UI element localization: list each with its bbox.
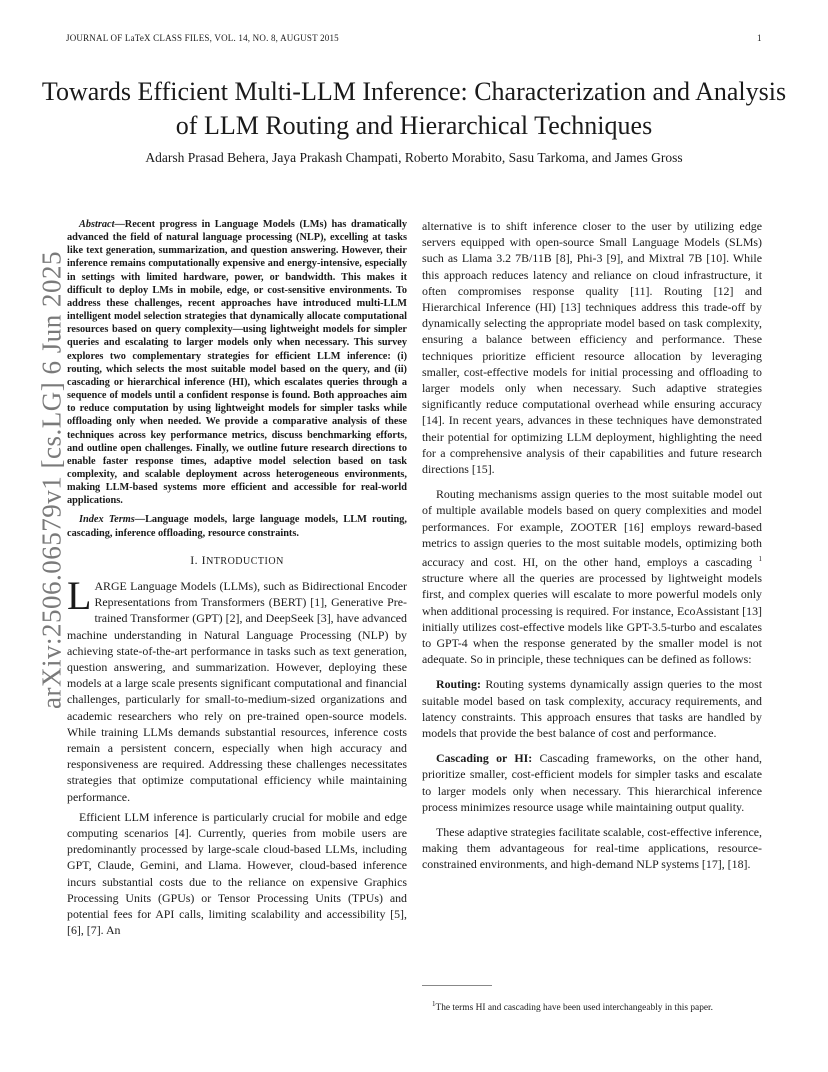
footnote-marker: 1 (758, 555, 762, 564)
drop-cap: L (67, 572, 92, 618)
right-paragraph-1: alternative is to shift inference closer to the user by utilizing edge servers equipped with open-source Small Language Models (SLMs) such as Llama 3.2 7B/11B [8], Phi-3 [9], and Mixtral 7B [10]. While this approach reduces latency and reliance on cloud infrastructure, it often compromises response quality [11]. Routing [12] and Hierarchical Inference (HI) [13] techniques address this trade-off by dynamically selecting the appropriate model based on task complexity, ensuring a balance between efficiency and performance. These techniques prioritize efficient resource allocation by leveraging smaller, cost-effective models for initial processing and offloading to larger models only when necessary. Such adaptive strategies significantly reduce computational overhead while ensuring accuracy [14]. In recent years, advances in these techniques have demonstrated their potential for optimizing LLM deployment, highlighting the need for a comprehensive analysis of their capabilities and future research directions [15]. (422, 219, 762, 477)
abstract-text: —Recent progress in Language Models (LMs) has dramatically advanced the field of natural language processing (NLP), excelling at tasks like text generation, summarization, and question answering. However, their inference remains computationally expensive and energy-intensive, especially in settings with limited hardware, power, or bandwidth. This makes it difficult to deploy LMs in mobile, edge, or cost-sensitive environments. To address these challenges, recent approaches have introduced multi-LLM intelligent model selection strategies that dynamically allocate computational resources based on query complexity—using lightweight models for simpler queries and escalating to larger models only when necessary. This survey explores two complementary strategies for efficient LLM inference: (i) routing, which selects the most suitable model based on the query, and (ii) cascading or hierarchical inference (HI), which escalates queries through a sequence of models until a confident response is found. Both approaches aim to reduce computation by using lightweight models for simpler tasks while offloading only when needed. We provide a comparative analysis of these techniques across key performance metrics, discuss benchmarking efforts, and outline open challenges. Finally, we outline future research directions to enable faster response times, adaptive model selection based on task complexity, and scalable deployment across heterogeneous environments, making LLM-based systems more efficient and accessible for real-world applications. (67, 219, 407, 507)
right-paragraph-2-text-b: structure where all the queries are processed by lightweight models first, and complex queries will escalate to more powerful models only when additional processing is required. For instance, EcoAssistant [13] initially utilizes cost-effective models like GPT-3.5-turbo and escalates to GPT-4 when the response generated by the smaller model is not adequate. So in principle, these techniques can be defined as follows: (422, 571, 762, 667)
abstract-label: Abstract (79, 219, 115, 230)
abstract (67, 218, 407, 507)
author-list: Adarsh Prasad Behera, Jaya Prakash Champati, Roberto Morabito, Sasu Tarkoma, and James Gross (145, 150, 683, 165)
left-column (67, 218, 407, 938)
intro-paragraph-1-text: ARGE Language Models (LLMs), such as Bidirectional Encoder Representations from Transformers (BERT) [1], Generative Pre-trained Transformer (GPT) [2], and DeepSeek [3], have advanced machine understanding in Natural Language Processing (NLP) by achieving state-of-the-art performance in tasks such as text generation, question answering, and summarization. However, deploying these models at a large scale presents significant computational and financial challenges, particularly for small-to-medium-sized organizations and academic researchers who rely on pre-trained open-source models. While training LLMs demands substantial resources, inference costs remain a persistent concern, especially when high accuracy and responsiveness are required. Addressing these challenges necessitates strategies that optimize computational efficiency while maintaining performance. (67, 578, 407, 804)
intro-paragraph-1 (67, 572, 407, 805)
index-terms-label: Index Terms (79, 514, 135, 526)
cascading-text: Cascading frameworks, on the other hand, prioritize smaller, cost-efficient models for simpler tasks and escalate to larger models only when necessary. This hierarchical inference process minimizes resource usage while maintaining output quality. (422, 751, 762, 814)
section-heading-introduction (67, 552, 407, 570)
right-paragraph-5: These adaptive strategies facilitate scalable, cost-effective inference, making them advantageous for real-time applications, resource-constrained environments, and high-demand NLP systems [17], [18]. (422, 825, 762, 872)
intro-paragraph-2: Efficient LLM inference is particularly crucial for mobile and edge computing scenarios [4]. Currently, queries from mobile users are predominantly processed by large-scale cloud-based LLMs, including GPT, Claude, Gemini, and Llama. However, cloud-based inference incurs substantial costs due to the reliance on expensive Graphics Processing Units (GPUs) or Tensor Processing Units (TPUs) and potential fees for API calls, limiting scalability and accessibility [5], [6], [7]. An (67, 809, 407, 938)
right-paragraph-2-text-a: Routing mechanisms assign queries to the most suitable model out of multiple available models based on query complexities and model performances. For example, ZOOTER [16] employs reward-based metrics to assign queries to the most suitable models, optimizing both accuracy and cost. HI, on the other hand, employs a cascading (422, 487, 762, 570)
index-terms (67, 513, 407, 539)
section-title-rest: NTRODUCTION (206, 555, 284, 567)
footnote-number: 1 (432, 1000, 436, 1008)
section-title-initial: I (201, 552, 207, 567)
journal-header: JOURNAL OF LaTeX CLASS FILES, VOL. 14, NO. 8, AUGUST 2015 (66, 33, 339, 43)
cascading-definition (422, 750, 762, 815)
arxiv-identifier: arXiv:2506.06579v1 [cs.LG] 6 Jun 2025 (36, 251, 67, 709)
section-number: I. (190, 552, 199, 567)
footnote (432, 1000, 772, 1013)
paper-title: Towards Efficient Multi-LLM Inference: Characterization and Analysis of LLM Routing and Hierarchical Techniques (41, 77, 787, 140)
index-terms-text: —Language models, large language models, LLM routing, cascading, inference offloading, resource constraints. (67, 514, 407, 539)
footnote-divider (422, 985, 492, 986)
routing-definition (422, 676, 762, 741)
right-column (422, 218, 762, 873)
routing-text: Routing systems dynamically assign queries to the most suitable model based on task complexity, accuracy requirements, and latency constraints. This approach ensures that tasks are handled by models that provide the best balance of cost and performance. (422, 677, 762, 741)
right-paragraph-2 (422, 486, 762, 667)
page-number: 1 (757, 33, 762, 43)
cascading-label: Cascading or HI: (436, 751, 533, 766)
footnote-text: The terms HI and cascading have been used interchangeably in this paper. (435, 1003, 714, 1014)
routing-label: Routing: (436, 677, 481, 692)
